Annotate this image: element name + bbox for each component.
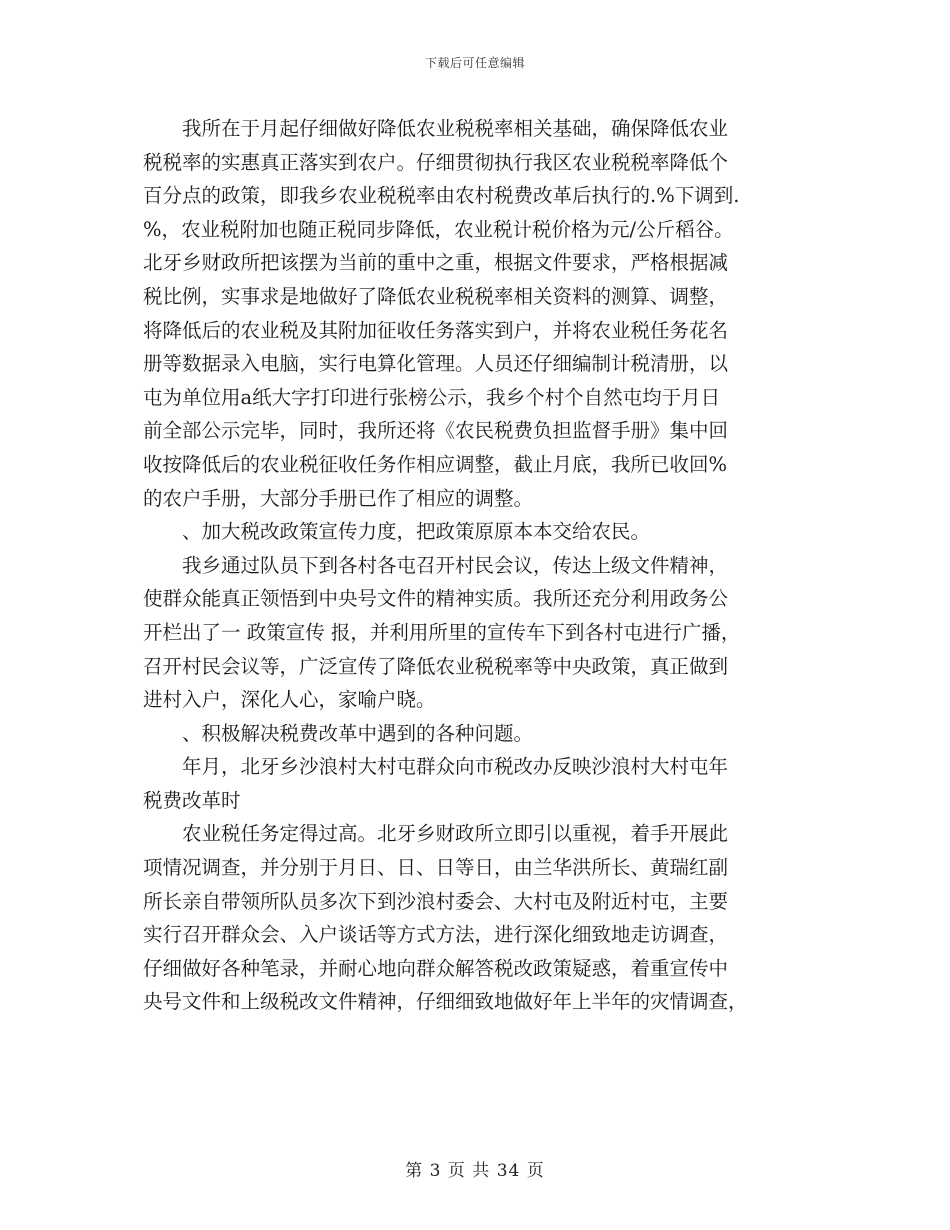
section-heading: 、加大税改政策宣传力度，把政策原原本本交给农民。: [143, 520, 651, 544]
text-line: 我乡通过队员下到各村各屯召开村民会议，传达上级文件精神，: [143, 553, 729, 577]
text-line: 开栏出了一 政策宣传 报，并利用所里的宣传车下到各村屯进行广播，: [143, 620, 741, 644]
document-body: [143, 112, 813, 1019]
text-line: 将降低后的农业税及其附加征收任务落实到户，并将农业税任务花名: [143, 318, 729, 342]
text-line: 税费改革时: [143, 788, 241, 812]
page-number: 第 3 页 共 34 页: [405, 1161, 545, 1181]
text-line: 前全部公示完毕，同时，我所还将《农民税费负担监督手册》集中回: [143, 419, 729, 443]
text-line: 实行召开群众会、入户谈话等方式方法，进行深化细致地走访调查，: [143, 923, 729, 947]
text-line: 册等数据录入电脑，实行电算化管理。人员还仔细编制计税清册，以: [143, 352, 729, 376]
text-line: 项情况调查，并分别于月日、日、日等日，由兰华洪所长、黄瑞红副: [143, 856, 729, 880]
text-line: 年月，北牙乡沙浪村大村屯群众向市税改办反映沙浪村大村屯年: [143, 755, 729, 779]
text-line: 屯为单位用a纸大字打印进行张榜公示，我乡个村个自然屯均于月日: [143, 385, 721, 409]
text-line: 百分点的政策，即我乡农业税税率由农村税费改革后执行的.%下调到.: [143, 184, 740, 208]
text-line: 我所在于月起仔细做好降低农业税税率相关基础，确保降低农业: [143, 117, 729, 140]
section-heading: 、积极解决税费改革中遇到的各种问题。: [143, 721, 534, 745]
text-line: 北牙乡财政所把该摆为当前的重中之重，根据文件要求，严格根据减: [143, 251, 729, 275]
text-line: 农业税任务定得过高。北牙乡财政所立即引以重视，着手开展此: [143, 822, 729, 846]
text-line: 使群众能真正领悟到中央号文件的精神实质。我所还充分利用政务公: [143, 587, 729, 611]
text-line: 税税率的实惠真正落实到农户。仔细贯彻执行我区农业税税率降低个: [143, 150, 729, 174]
text-line: 仔细做好各种笔录，并耐心地向群众解答税改政策疑惑，着重宣传中: [143, 956, 729, 980]
text-line: 所长亲自带领所队员多次下到沙浪村委会、大村屯及附近村屯，主要: [143, 889, 729, 913]
text-line: 召开村民会议等，广泛宣传了降低农业税税率等中央政策，真正做到: [143, 654, 729, 678]
page-header: 下载后可任意编辑: [424, 56, 525, 70]
text-line: %，农业税附加也随正税同步降低，农业税计税价格为元/公斤稻谷。: [143, 217, 734, 241]
text-line: 央号文件和上级税改文件精神，仔细细致地做好年上半年的灾情调查，: [143, 990, 748, 1014]
text-line: 的农户手册，大部分手册已作了相应的调整。: [143, 486, 534, 510]
text-line: 收按降低后的农业税征收任务作相应调整，截止月底，我所已收回%: [143, 452, 728, 476]
text-line: 税比例，实事求是地做好了降低农业税税率相关资料的测算、调整，: [143, 284, 729, 308]
text-line: 进村入户，深化人心，家喻户晓。: [143, 688, 436, 712]
